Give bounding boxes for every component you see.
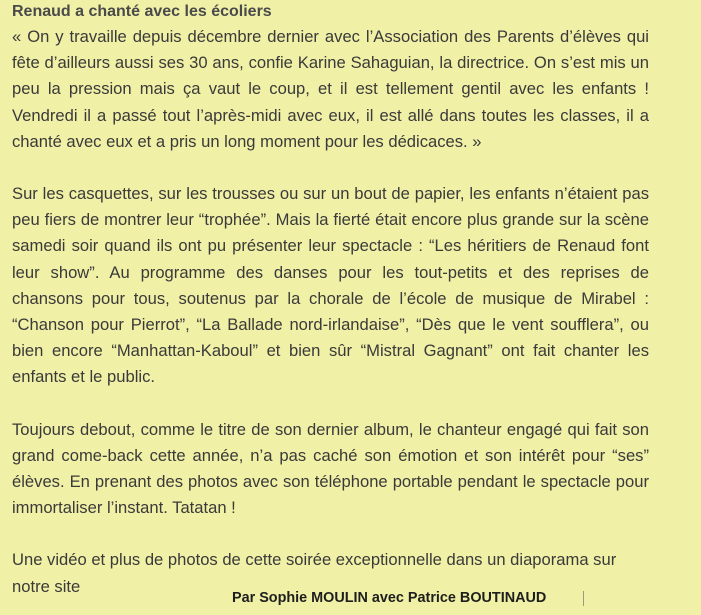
article-paragraph-2: Sur les casquettes, sur les trousses ou sur un bout de papier, les enfants n’étaient pas peu fiers de montrer leur “trophée”. Mais la fierté était encore plus grande sur la scène samedi soir quand ils ont pu présenter leur spectacle : “Les héritiers de Renaud font leur show”. Au programme des danses pour les tout-petits et des reprises de chansons pour tous, soutenus par la chorale de l’école de musique de Mirabel : “Chanson pour Pierrot”, “La Ballade nord-irlandaise”, “Dès que le vent soufflera”, ou bien encore “Manhattan-Kaboul” et bien sûr “Mistral Gagnant” ont fait chanter les enfants et le public.: [12, 184, 649, 387]
paragraph-spacer: [12, 391, 649, 417]
article: [12, 0, 649, 600]
article-paragraph-3: Toujours debout, comme le titre de son dernier album, le chanteur engagé qui fait son grand come-back cette année, n’a pas caché son émotion et son intérêt pour “ses” élèves. En prenant des photos avec son téléphone portable pendant le spectacle pour immortaliser l’instant. Tatatan !: [12, 419, 649, 518]
text-cursor: [583, 591, 584, 606]
paragraph-spacer: [12, 155, 649, 181]
article-headline: Renaud a chanté avec les écoliers: [12, 3, 272, 20]
article-byline: Par Sophie MOULIN avec Patrice BOUTINAUD: [232, 590, 547, 606]
article-paragraph-4: Une vidéo et plus de photos de cette soirée exceptionnelle dans un diaporama sur notre site: [12, 550, 617, 596]
paragraph-spacer: [12, 521, 649, 547]
article-paragraph-1: « On y travaille depuis décembre dernier avec l’Association des Parents d’élèves qui fête d’ailleurs aussi ses 30 ans, confie Karine Sahaguian, la directrice. On s’est mis un peu la pression mais ça vaut le coup, et il est tellement gentil avec les enfants ! Vendredi il a passé tout l’après-midi avec eux, il est allé dans toutes les classes, il a chanté avec eux et a pris un long moment pour les dédicaces. »: [12, 27, 649, 151]
